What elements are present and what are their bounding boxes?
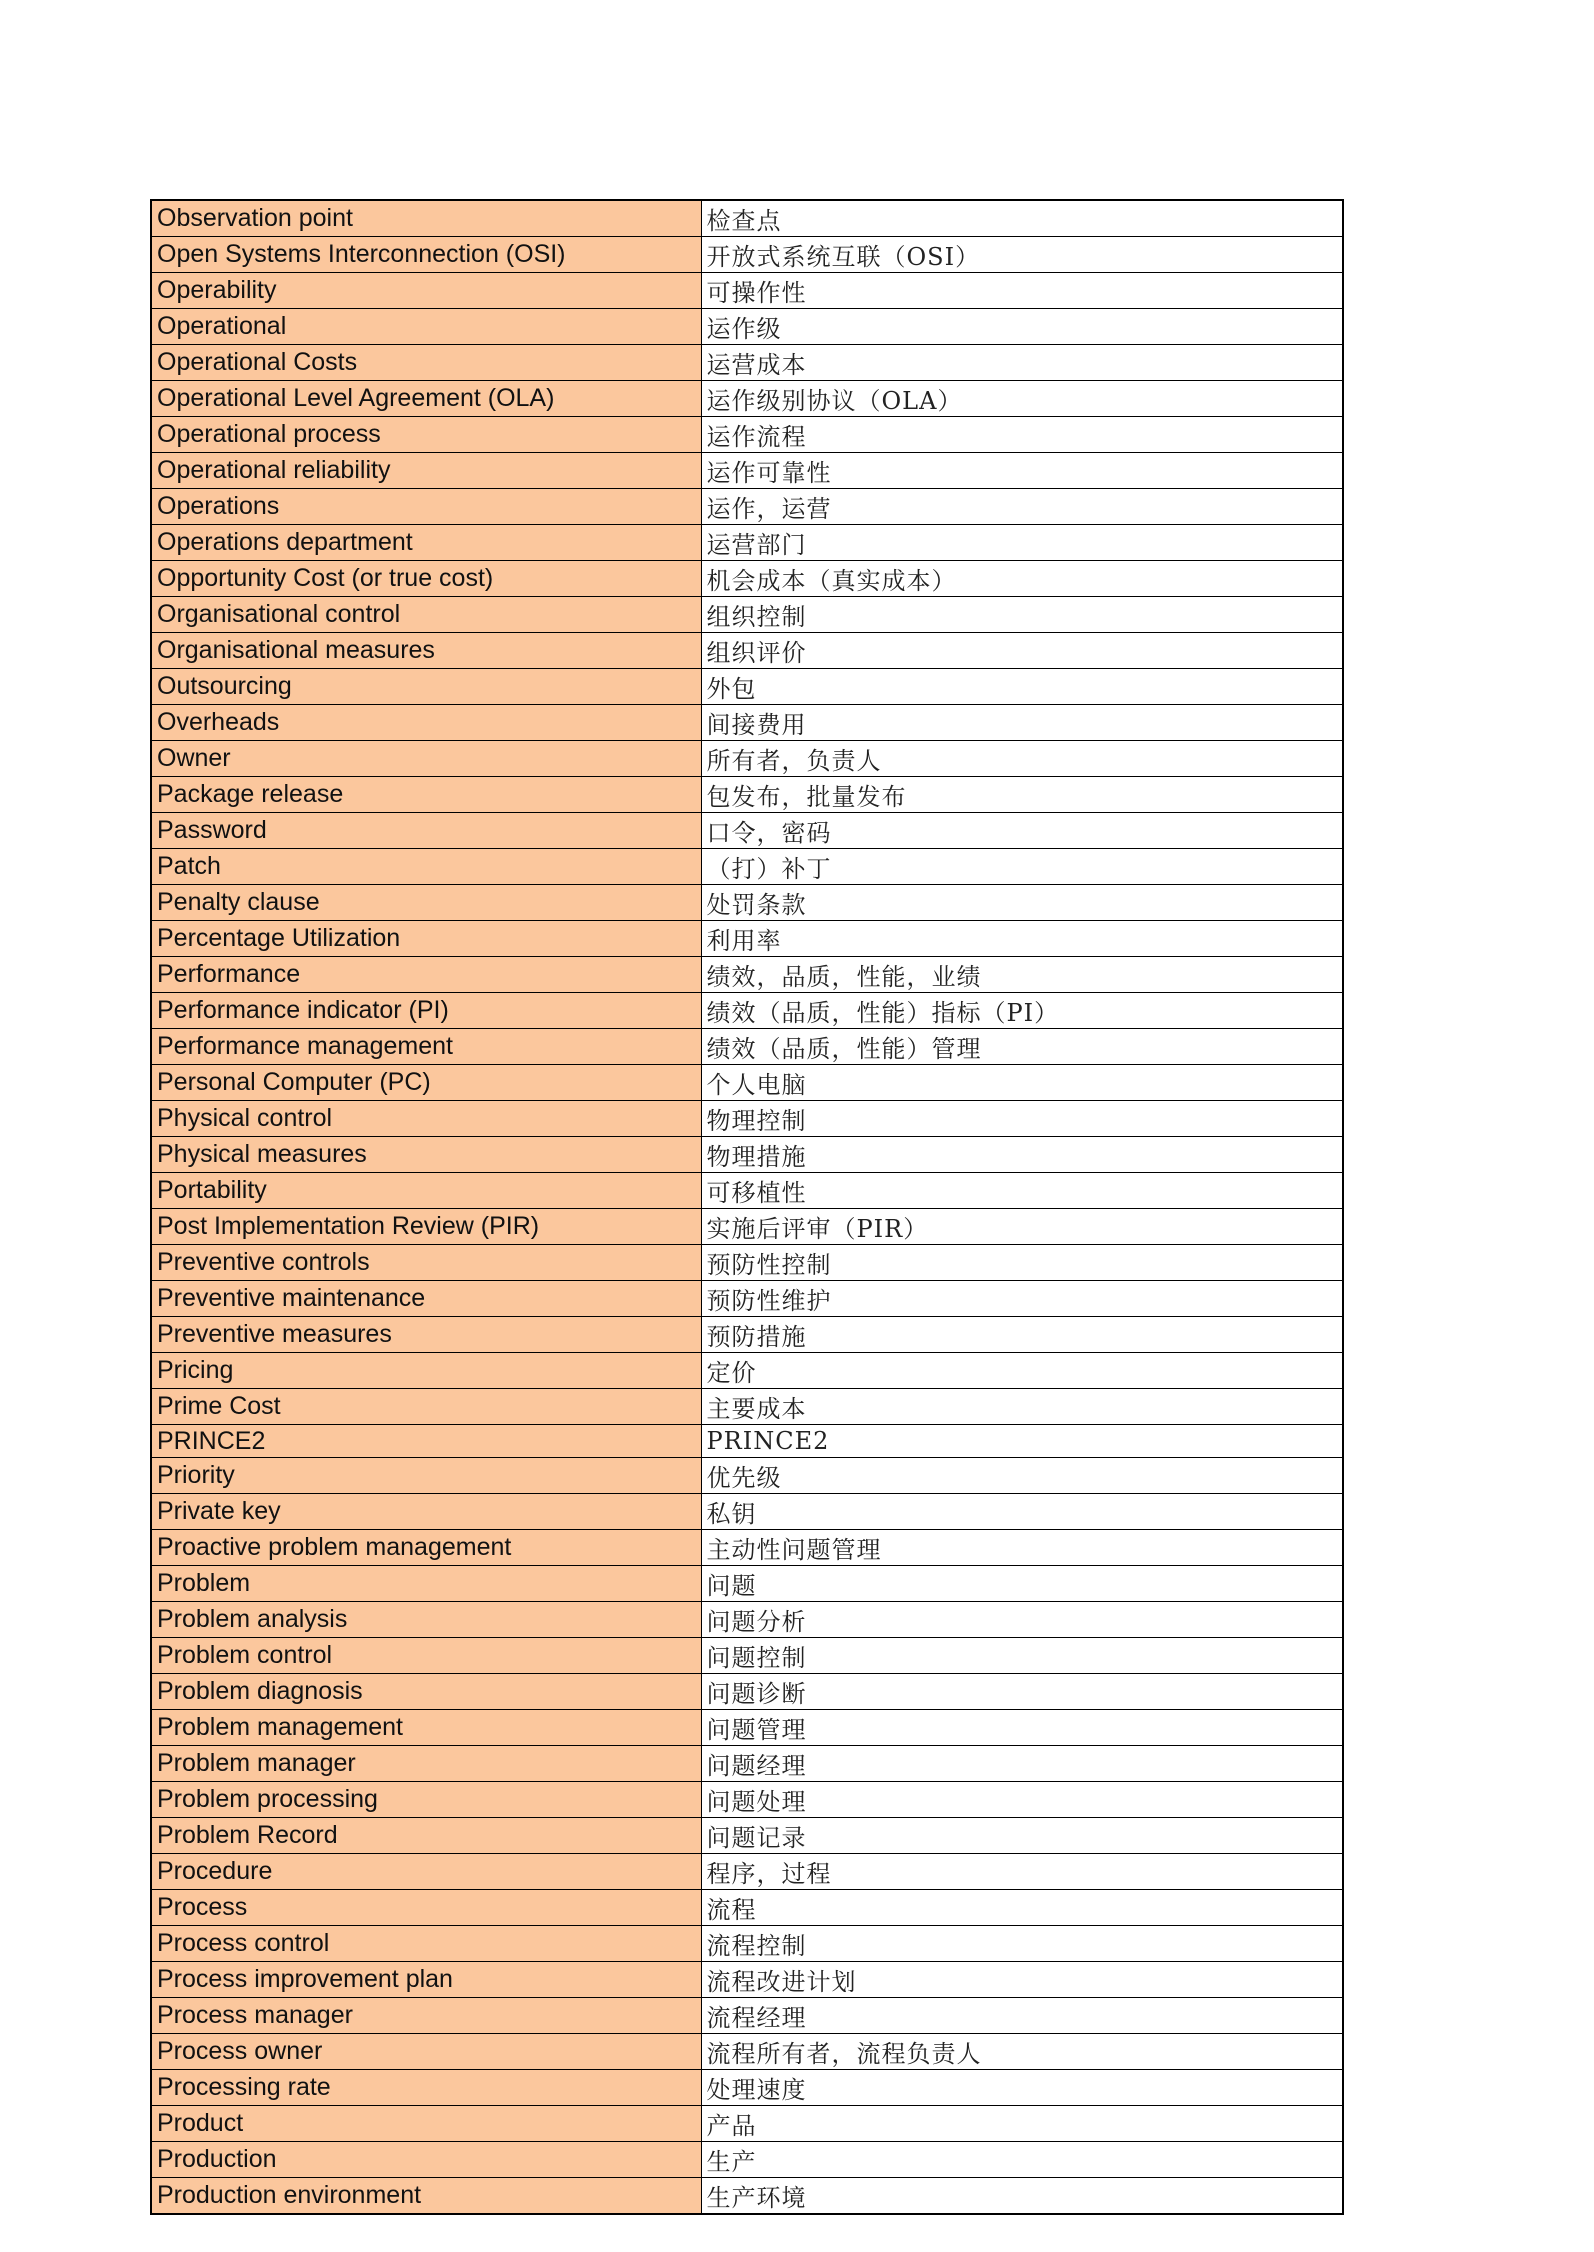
glossary-row: [151, 957, 1343, 993]
translation-cell: 机会成本（真实成本）: [701, 561, 1343, 597]
glossary-row: [151, 813, 1343, 849]
glossary-row: [151, 1566, 1343, 1602]
glossary-row: [151, 1494, 1343, 1530]
term-cell: Observation point: [151, 200, 701, 237]
glossary-row: [151, 1458, 1343, 1494]
translation-cell: 绩效，品质，性能，业绩: [701, 957, 1343, 993]
glossary-row: [151, 1530, 1343, 1566]
term-cell: Proactive problem management: [151, 1530, 701, 1566]
term-cell: Operations department: [151, 525, 701, 561]
term-cell: Organisational control: [151, 597, 701, 633]
glossary-row: [151, 1854, 1343, 1890]
translation-cell: 优先级: [701, 1458, 1343, 1494]
translation-cell: 口令，密码: [701, 813, 1343, 849]
translation-cell: 所有者，负责人: [701, 741, 1343, 777]
glossary-row: [151, 1137, 1343, 1173]
glossary-row: [151, 2070, 1343, 2106]
glossary-row: [151, 1602, 1343, 1638]
term-cell: Process improvement plan: [151, 1962, 701, 1998]
translation-cell: 私钥: [701, 1494, 1343, 1530]
translation-cell: 物理措施: [701, 1137, 1343, 1173]
translation-cell: 主动性问题管理: [701, 1530, 1343, 1566]
glossary-row: [151, 669, 1343, 705]
translation-cell: 流程控制: [701, 1926, 1343, 1962]
glossary-row: [151, 1353, 1343, 1389]
term-cell: Overheads: [151, 705, 701, 741]
translation-cell: 预防性维护: [701, 1281, 1343, 1317]
translation-cell: 间接费用: [701, 705, 1343, 741]
term-cell: Process control: [151, 1926, 701, 1962]
translation-cell: 生产: [701, 2142, 1343, 2178]
term-cell: Problem manager: [151, 1746, 701, 1782]
translation-cell: 绩效（品质，性能）管理: [701, 1029, 1343, 1065]
term-cell: Preventive measures: [151, 1317, 701, 1353]
glossary-row: [151, 1782, 1343, 1818]
glossary-row: [151, 1710, 1343, 1746]
term-cell: Problem diagnosis: [151, 1674, 701, 1710]
glossary-row: [151, 2034, 1343, 2070]
glossary-row: [151, 993, 1343, 1029]
term-cell: Operational Level Agreement (OLA): [151, 381, 701, 417]
translation-cell: 绩效（品质，性能）指标（PI）: [701, 993, 1343, 1029]
glossary-row: [151, 561, 1343, 597]
glossary-row: [151, 381, 1343, 417]
term-cell: Problem Record: [151, 1818, 701, 1854]
glossary-row: [151, 1818, 1343, 1854]
glossary-row: [151, 345, 1343, 381]
term-cell: Portability: [151, 1173, 701, 1209]
translation-cell: 主要成本: [701, 1389, 1343, 1425]
term-cell: Production environment: [151, 2178, 701, 2215]
glossary-row: [151, 1926, 1343, 1962]
glossary-row: [151, 1101, 1343, 1137]
glossary-row: [151, 417, 1343, 453]
term-cell: Post Implementation Review (PIR): [151, 1209, 701, 1245]
glossary-row: [151, 633, 1343, 669]
glossary-row: [151, 2106, 1343, 2142]
glossary-row: [151, 525, 1343, 561]
term-cell: Prime Cost: [151, 1389, 701, 1425]
glossary-row: [151, 1674, 1343, 1710]
glossary-row: [151, 1998, 1343, 2034]
term-cell: Personal Computer (PC): [151, 1065, 701, 1101]
translation-cell: 问题经理: [701, 1746, 1343, 1782]
translation-cell: 物理控制: [701, 1101, 1343, 1137]
glossary-row: [151, 921, 1343, 957]
term-cell: Outsourcing: [151, 669, 701, 705]
translation-cell: 预防措施: [701, 1317, 1343, 1353]
glossary-row: [151, 597, 1343, 633]
term-cell: Preventive maintenance: [151, 1281, 701, 1317]
translation-cell: 生产环境: [701, 2178, 1343, 2215]
term-cell: Problem analysis: [151, 1602, 701, 1638]
translation-cell: 包发布，批量发布: [701, 777, 1343, 813]
translation-cell: 运营成本: [701, 345, 1343, 381]
glossary-row: [151, 273, 1343, 309]
term-cell: Opportunity Cost (or true cost): [151, 561, 701, 597]
term-cell: Product: [151, 2106, 701, 2142]
term-cell: Organisational measures: [151, 633, 701, 669]
translation-cell: 问题处理: [701, 1782, 1343, 1818]
term-cell: Performance management: [151, 1029, 701, 1065]
term-cell: Private key: [151, 1494, 701, 1530]
term-cell: Operational Costs: [151, 345, 701, 381]
translation-cell: 流程: [701, 1890, 1343, 1926]
term-cell: Owner: [151, 741, 701, 777]
term-cell: Preventive controls: [151, 1245, 701, 1281]
translation-cell: 运作，运营: [701, 489, 1343, 525]
glossary-row: [151, 777, 1343, 813]
glossary-row: [151, 2142, 1343, 2178]
glossary-row: [151, 2178, 1343, 2215]
translation-cell: 定价: [701, 1353, 1343, 1389]
term-cell: Procedure: [151, 1854, 701, 1890]
term-cell: PRINCE2: [151, 1425, 701, 1458]
translation-cell: 组织评价: [701, 633, 1343, 669]
translation-cell: 产品: [701, 2106, 1343, 2142]
translation-cell: 个人电脑: [701, 1065, 1343, 1101]
translation-cell: 问题控制: [701, 1638, 1343, 1674]
translation-cell: 开放式系统互联（OSI）: [701, 237, 1343, 273]
term-cell: Password: [151, 813, 701, 849]
glossary-row: [151, 705, 1343, 741]
glossary-row: [151, 1425, 1343, 1458]
term-cell: Operational process: [151, 417, 701, 453]
translation-cell: 检查点: [701, 200, 1343, 237]
glossary-row: [151, 1281, 1343, 1317]
translation-cell: 预防性控制: [701, 1245, 1343, 1281]
term-cell: Priority: [151, 1458, 701, 1494]
term-cell: Operational reliability: [151, 453, 701, 489]
term-cell: Problem management: [151, 1710, 701, 1746]
glossary-row: [151, 1029, 1343, 1065]
translation-cell: 处理速度: [701, 2070, 1343, 2106]
term-cell: Penalty clause: [151, 885, 701, 921]
glossary-row: [151, 1317, 1343, 1353]
translation-cell: 问题: [701, 1566, 1343, 1602]
glossary-row: [151, 1389, 1343, 1425]
translation-cell: 利用率: [701, 921, 1343, 957]
glossary-row: [151, 1245, 1343, 1281]
translation-cell: 运营部门: [701, 525, 1343, 561]
term-cell: Processing rate: [151, 2070, 701, 2106]
translation-cell: 外包: [701, 669, 1343, 705]
glossary-row: [151, 1962, 1343, 1998]
glossary-row: [151, 1746, 1343, 1782]
translation-cell: 可操作性: [701, 273, 1343, 309]
translation-cell: 运作可靠性: [701, 453, 1343, 489]
term-cell: Physical control: [151, 1101, 701, 1137]
glossary-row: [151, 200, 1343, 237]
glossary-row: [151, 453, 1343, 489]
translation-cell: PRINCE2: [701, 1425, 1343, 1458]
term-cell: Percentage Utilization: [151, 921, 701, 957]
translation-cell: 可移植性: [701, 1173, 1343, 1209]
term-cell: Physical measures: [151, 1137, 701, 1173]
glossary-row: [151, 1173, 1343, 1209]
translation-cell: 运作级: [701, 309, 1343, 345]
translation-cell: 实施后评审（PIR）: [701, 1209, 1343, 1245]
term-cell: Production: [151, 2142, 701, 2178]
term-cell: Problem control: [151, 1638, 701, 1674]
term-cell: Performance: [151, 957, 701, 993]
term-cell: Problem processing: [151, 1782, 701, 1818]
term-cell: Package release: [151, 777, 701, 813]
glossary-row: [151, 849, 1343, 885]
translation-cell: 流程所有者，流程负责人: [701, 2034, 1343, 2070]
term-cell: Process manager: [151, 1998, 701, 2034]
term-cell: Process: [151, 1890, 701, 1926]
term-cell: Operability: [151, 273, 701, 309]
translation-cell: 问题记录: [701, 1818, 1343, 1854]
translation-cell: 处罚条款: [701, 885, 1343, 921]
translation-cell: 流程改进计划: [701, 1962, 1343, 1998]
translation-cell: 问题管理: [701, 1710, 1343, 1746]
term-cell: Process owner: [151, 2034, 701, 2070]
translation-cell: 程序，过程: [701, 1854, 1343, 1890]
translation-cell: 组织控制: [701, 597, 1343, 633]
glossary-row: [151, 1065, 1343, 1101]
translation-cell: 运作流程: [701, 417, 1343, 453]
translation-cell: 运作级别协议（OLA）: [701, 381, 1343, 417]
glossary-row: [151, 237, 1343, 273]
term-cell: Operations: [151, 489, 701, 525]
glossary-row: [151, 489, 1343, 525]
glossary-row: [151, 1638, 1343, 1674]
glossary-row: [151, 885, 1343, 921]
translation-cell: （打）补丁: [701, 849, 1343, 885]
term-cell: Problem: [151, 1566, 701, 1602]
term-cell: Patch: [151, 849, 701, 885]
term-cell: Open Systems Interconnection (OSI): [151, 237, 701, 273]
term-cell: Operational: [151, 309, 701, 345]
glossary-row: [151, 1209, 1343, 1245]
glossary-row: [151, 309, 1343, 345]
term-cell: Performance indicator (PI): [151, 993, 701, 1029]
translation-cell: 问题诊断: [701, 1674, 1343, 1710]
term-cell: Pricing: [151, 1353, 701, 1389]
translation-cell: 问题分析: [701, 1602, 1343, 1638]
glossary-row: [151, 741, 1343, 777]
glossary-row: [151, 1890, 1343, 1926]
glossary-table: [150, 199, 1344, 2215]
glossary-table-body: [151, 200, 1343, 2214]
translation-cell: 流程经理: [701, 1998, 1343, 2034]
